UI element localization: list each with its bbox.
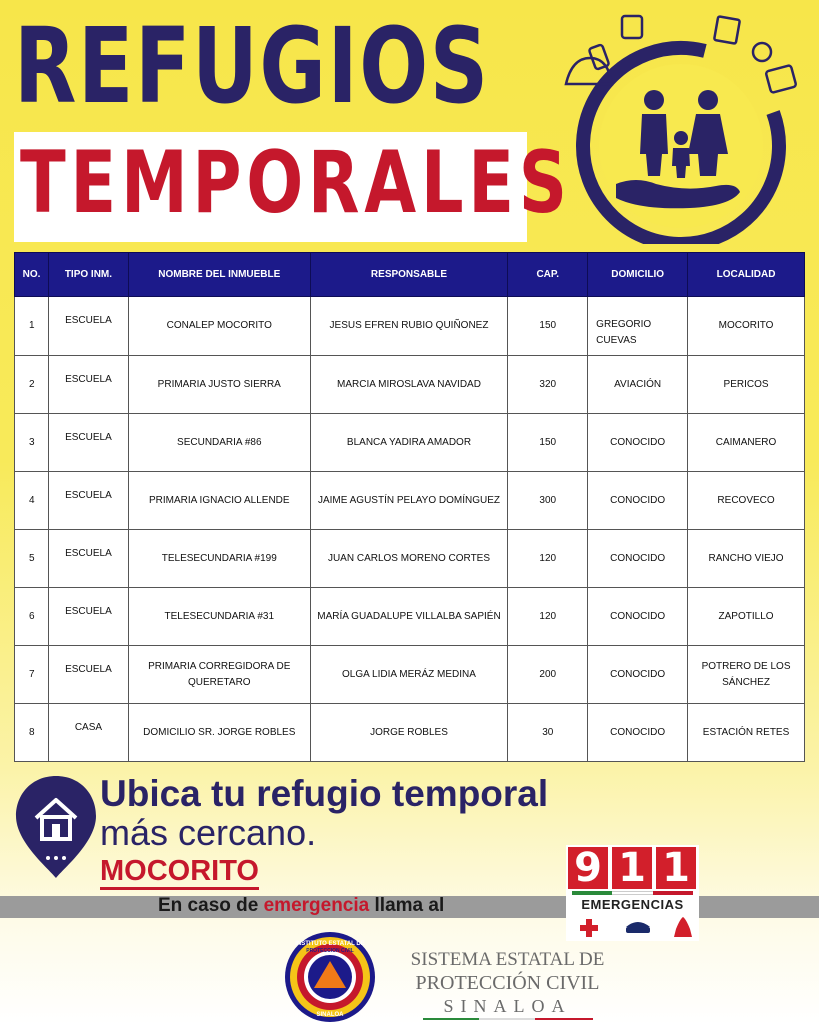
col-domicilio: DOMICILIO [588, 253, 688, 297]
col-cap: CAP. [508, 253, 588, 297]
cell-nombre: TELESECUNDARIA #199 [128, 530, 310, 588]
title-temporales: TEMPORALES [20, 133, 572, 233]
cell-domicilio: AVIACIÓN [588, 356, 688, 414]
refugios-table [14, 252, 805, 762]
table-row [15, 297, 805, 356]
cell-domicilio: CONOCIDO [588, 646, 688, 704]
emergency-pre: En caso de [158, 895, 264, 916]
cell-nombre: TELESECUNDARIA #31 [128, 588, 310, 646]
digit-9: 9 [568, 847, 608, 889]
emergency-word: emergencia [263, 895, 370, 916]
cell-responsable: JORGE ROBLES [310, 704, 508, 762]
proteccion-civil-seal [283, 930, 377, 1024]
table-row [15, 472, 805, 530]
cell-tipo: ESCUELA [48, 646, 128, 704]
cell-tipo: ESCUELA [48, 530, 128, 588]
cell-cap: 30 [508, 704, 588, 762]
cell-cap: 120 [508, 588, 588, 646]
table-row [15, 530, 805, 588]
cell-no: 8 [15, 704, 49, 762]
col-responsable: RESPONSABLE [310, 253, 508, 297]
cell-tipo: ESCUELA [48, 356, 128, 414]
cell-nombre: PRIMARIA IGNACIO ALLENDE [128, 472, 310, 530]
col-tipo: TIPO INM. [48, 253, 128, 297]
sistema-line3: SINALOA [443, 996, 572, 1016]
sistema-estatal-logo [395, 950, 620, 1020]
cell-localidad: RECOVECO [688, 472, 805, 530]
cell-tipo: ESCUELA [48, 472, 128, 530]
table-row [15, 646, 805, 704]
table-row [15, 356, 805, 414]
cell-domicilio: CONOCIDO [588, 530, 688, 588]
cell-domicilio: CONOCIDO [588, 414, 688, 472]
cell-localidad: CAIMANERO [688, 414, 805, 472]
cell-nombre: SECUNDARIA #86 [128, 414, 310, 472]
house-location-pin-icon [12, 772, 100, 882]
flag-stripe [572, 891, 693, 895]
cell-localidad: MOCORITO [688, 297, 805, 356]
cell-no: 2 [15, 356, 49, 414]
cell-nombre: DOMICILIO SR. JORGE ROBLES [128, 704, 310, 762]
table-row [15, 414, 805, 472]
cell-localidad: ESTACIÓN RETES [688, 704, 805, 762]
cell-cap: 200 [508, 646, 588, 704]
cell-cap: 150 [508, 297, 588, 356]
cell-cap: 150 [508, 414, 588, 472]
cell-tipo: CASA [48, 704, 128, 762]
sistema-line2: PROTECCIÓN CIVIL [415, 972, 600, 994]
table-header-row [15, 253, 805, 297]
cell-domicilio: CONOCIDO [588, 588, 688, 646]
seal-mid-text: PROTECCION CIVIL [306, 948, 354, 954]
cell-cap: 320 [508, 356, 588, 414]
cell-responsable: JESUS EFREN RUBIO QUIÑONEZ [310, 297, 508, 356]
cell-nombre: PRIMARIA JUSTO SIERRA [128, 356, 310, 414]
cell-no: 4 [15, 472, 49, 530]
cell-responsable: BLANCA YADIRA AMADOR [310, 414, 508, 472]
cell-nombre: PRIMARIA CORREGIDORA DE QUERETARO [128, 646, 310, 704]
emergencias-label: EMERGENCIAS [581, 897, 684, 912]
cell-responsable: OLGA LIDIA MERÁZ MEDINA [310, 646, 508, 704]
cell-localidad: ZAPOTILLO [688, 588, 805, 646]
table-row [15, 704, 805, 762]
cell-localidad: PERICOS [688, 356, 805, 414]
emergency-services-icon [574, 915, 694, 939]
family-shelter-icon [556, 8, 806, 244]
cell-no: 1 [15, 297, 49, 356]
cell-cap: 120 [508, 530, 588, 588]
tricolor-line [423, 1018, 593, 1020]
digit-1b: 1 [656, 847, 696, 889]
cell-domicilio: CONOCIDO [588, 704, 688, 762]
emergency-post: llama al [369, 895, 445, 916]
cell-nombre: CONALEP MOCORITO [128, 297, 310, 356]
cell-localidad: RANCHO VIEJO [688, 530, 805, 588]
col-localidad: LOCALIDAD [688, 253, 805, 297]
municipality-label: MOCORITO [100, 856, 259, 890]
sistema-line1: SISTEMA ESTATAL DE [410, 949, 605, 970]
cell-cap: 300 [508, 472, 588, 530]
cell-no: 6 [15, 588, 49, 646]
col-nombre: NOMBRE DEL INMUEBLE [128, 253, 310, 297]
emergency-911-badge [566, 845, 699, 941]
cell-responsable: JAIME AGUSTÍN PELAYO DOMÍNGUEZ [310, 472, 508, 530]
cell-tipo: ESCUELA [48, 414, 128, 472]
title-refugios: REFUGIOS [14, 5, 490, 127]
cell-domicilio: CONOCIDO [588, 472, 688, 530]
headline-ubica: Ubica tu refugio temporal [100, 773, 549, 814]
subline-cercano: más cercano. [100, 812, 317, 853]
seal-top-text: INSTITUTO ESTATAL DE [295, 941, 365, 947]
seal-bottom-text: SINALOA [316, 1012, 344, 1018]
digit-1: 1 [612, 847, 652, 889]
table-row [15, 588, 805, 646]
cell-domicilio: GREGORIO CUEVAS [588, 297, 688, 356]
cell-no: 5 [15, 530, 49, 588]
cell-no: 3 [15, 414, 49, 472]
cell-localidad: POTRERO DE LOS SÁNCHEZ [688, 646, 805, 704]
cell-responsable: MARÍA GUADALUPE VILLALBA SAPIÉN [310, 588, 508, 646]
cell-no: 7 [15, 646, 49, 704]
col-no: NO. [15, 253, 49, 297]
cell-responsable: JUAN CARLOS MORENO CORTES [310, 530, 508, 588]
cell-tipo: ESCUELA [48, 297, 128, 356]
cell-tipo: ESCUELA [48, 588, 128, 646]
cell-responsable: MARCIA MIROSLAVA NAVIDAD [310, 356, 508, 414]
emergency-text [158, 895, 444, 917]
